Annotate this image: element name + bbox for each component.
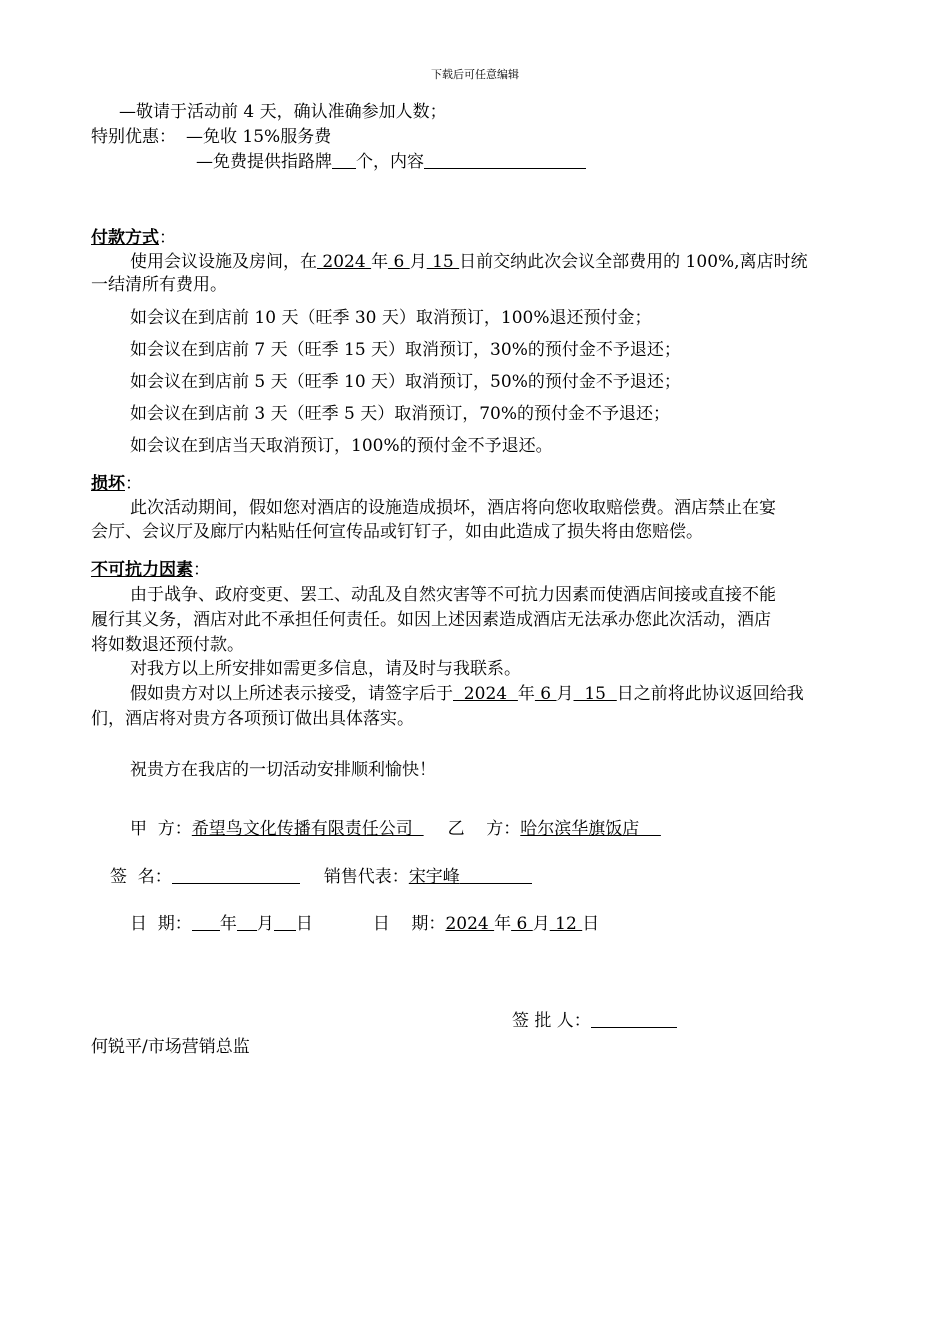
date-b-month: 6 <box>511 914 533 934</box>
return-yue: 月 <box>556 684 574 704</box>
signature-blank[interactable] <box>172 867 300 884</box>
date-b-ri: 日 <box>582 914 600 934</box>
approver-blank[interactable] <box>591 1011 677 1028</box>
payment-rule: 如会议在到店前 10 天（旺季 30 天）取消预订，100%退还预付金； <box>130 308 652 328</box>
return-month: 6 <box>534 684 557 704</box>
special-line <box>91 126 861 148</box>
damage-title: 损坏 <box>91 474 125 494</box>
payment-nian: 年 <box>371 252 389 272</box>
rep-label: 销售代表： <box>323 867 409 887</box>
date-line <box>130 913 900 935</box>
payment-rule: 如会议在到店当天取消预订，100%的预付金不予退还。 <box>130 436 553 456</box>
date-a-month-blank[interactable] <box>237 914 257 931</box>
special-item-2-content-label: 个，内容 <box>356 152 424 172</box>
date-b-yue: 月 <box>532 914 550 934</box>
damage-heading <box>91 473 861 495</box>
date-a-yue: 月 <box>256 914 274 934</box>
payment-line-1 <box>130 251 900 273</box>
sign-label: 签 名： <box>110 867 172 887</box>
payment-colon: ： <box>159 228 176 248</box>
approver-line <box>512 1010 812 1032</box>
force-line-6: 们，酒店将对贵方各项预订做出具体落实。 <box>91 709 414 729</box>
force-line-5 <box>130 683 900 705</box>
sign-content-blank <box>424 152 586 169</box>
payment-rule: 如会议在到店前 5 天（旺季 10 天）取消预订，50%的预付金不予退还； <box>130 372 681 392</box>
confirm-line <box>119 101 889 123</box>
payment-text-a: 使用会议设施及房间，在 <box>130 252 317 272</box>
payment-text-b: 日前交纳此次会议全部费用的 100%,离店时统 <box>459 252 808 272</box>
damage-line-2: 会厅、会议厅及廊厅内粘贴任何宣传品或钉钉子，如由此造成了损失将由您赔偿。 <box>91 522 703 542</box>
force-title: 不可抗力因素 <box>91 560 193 580</box>
date-a-year-blank[interactable] <box>192 914 220 931</box>
signature-line <box>110 866 880 888</box>
payment-yue: 月 <box>409 252 427 272</box>
force-line-3: 将如数退还预付款。 <box>91 635 244 655</box>
date-a-label: 日 期： <box>130 914 192 934</box>
sign-count-blank <box>332 152 356 169</box>
force-line-2: 履行其义务，酒店对此不承担任何责任。如因上述因素造成酒店无法承办您此次活动，酒店 <box>91 610 771 630</box>
payment-rule: 如会议在到店前 3 天（旺季 5 天）取消预订，70%的预付金不予退还； <box>130 404 671 424</box>
return-year: 2024 <box>453 684 518 704</box>
date-a-ri: 日 <box>295 914 313 934</box>
confirm-text: —敬请于活动前 4 天，确认准确参加人数； <box>119 102 447 122</box>
force-line-1: 由于战争、政府变更、罢工、动乱及自然灾害等不可抗力因素而使酒店间接或直接不能 <box>130 585 776 605</box>
rep-name: 宋宇峰 <box>408 867 460 887</box>
return-text-a: 假如贵方对以上所述表示接受，请签字后于 <box>130 684 453 704</box>
approver-label: 签 批 人： <box>512 1011 591 1031</box>
date-b-nian: 年 <box>494 914 512 934</box>
return-nian: 年 <box>517 684 535 704</box>
wish-line: 祝贵方在我店的一切活动安排顺利愉快！ <box>130 760 436 780</box>
return-text-b: 日之前将此协议返回给我 <box>616 684 804 704</box>
damage-line-1: 此次活动期间，假如您对酒店的设施造成损坏，酒店将向您收取赔偿费。酒店禁止在宴 <box>130 498 776 518</box>
payment-rule: 如会议在到店前 7 天（旺季 15 天）取消预订，30%的预付金不予退还； <box>130 340 681 360</box>
special-line-2 <box>196 151 950 173</box>
party-b-label: 乙 方： <box>447 819 521 839</box>
payment-day: 15 <box>426 252 460 272</box>
party-a-label: 甲 方： <box>130 819 192 839</box>
special-label: 特别优惠： <box>91 127 176 147</box>
payment-heading <box>91 227 861 249</box>
approver-name: 何锐平/市场营销总监 <box>91 1037 250 1057</box>
date-a-day-blank[interactable] <box>274 914 296 931</box>
force-heading <box>91 559 861 581</box>
return-day: 15 <box>573 684 617 704</box>
rep-blank <box>460 867 532 884</box>
page-header: 下载后可任意编辑 <box>431 68 519 81</box>
special-item-1: —免收 15%服务费 <box>186 127 332 147</box>
payment-line-2: 一结清所有费用。 <box>91 275 227 295</box>
date-b-label: 日 期： <box>372 914 446 934</box>
date-b-year: 2024 <box>445 914 495 934</box>
date-a-nian: 年 <box>219 914 237 934</box>
force-colon: ： <box>193 560 210 580</box>
payment-month: 6 <box>388 252 410 272</box>
parties-line <box>130 818 900 840</box>
party-b-name: 哈尔滨华旗饭店 <box>520 819 661 839</box>
special-item-2: —免费提供指路牌 <box>196 152 332 172</box>
damage-colon: ： <box>125 474 142 494</box>
payment-title: 付款方式 <box>91 228 159 248</box>
payment-year: 2024 <box>317 252 372 272</box>
date-b-day: 12 <box>549 914 583 934</box>
force-line-4: 对我方以上所安排如需更多信息，请及时与我联系。 <box>130 659 521 679</box>
party-a-name: 希望鸟文化传播有限责任公司 <box>191 819 424 839</box>
